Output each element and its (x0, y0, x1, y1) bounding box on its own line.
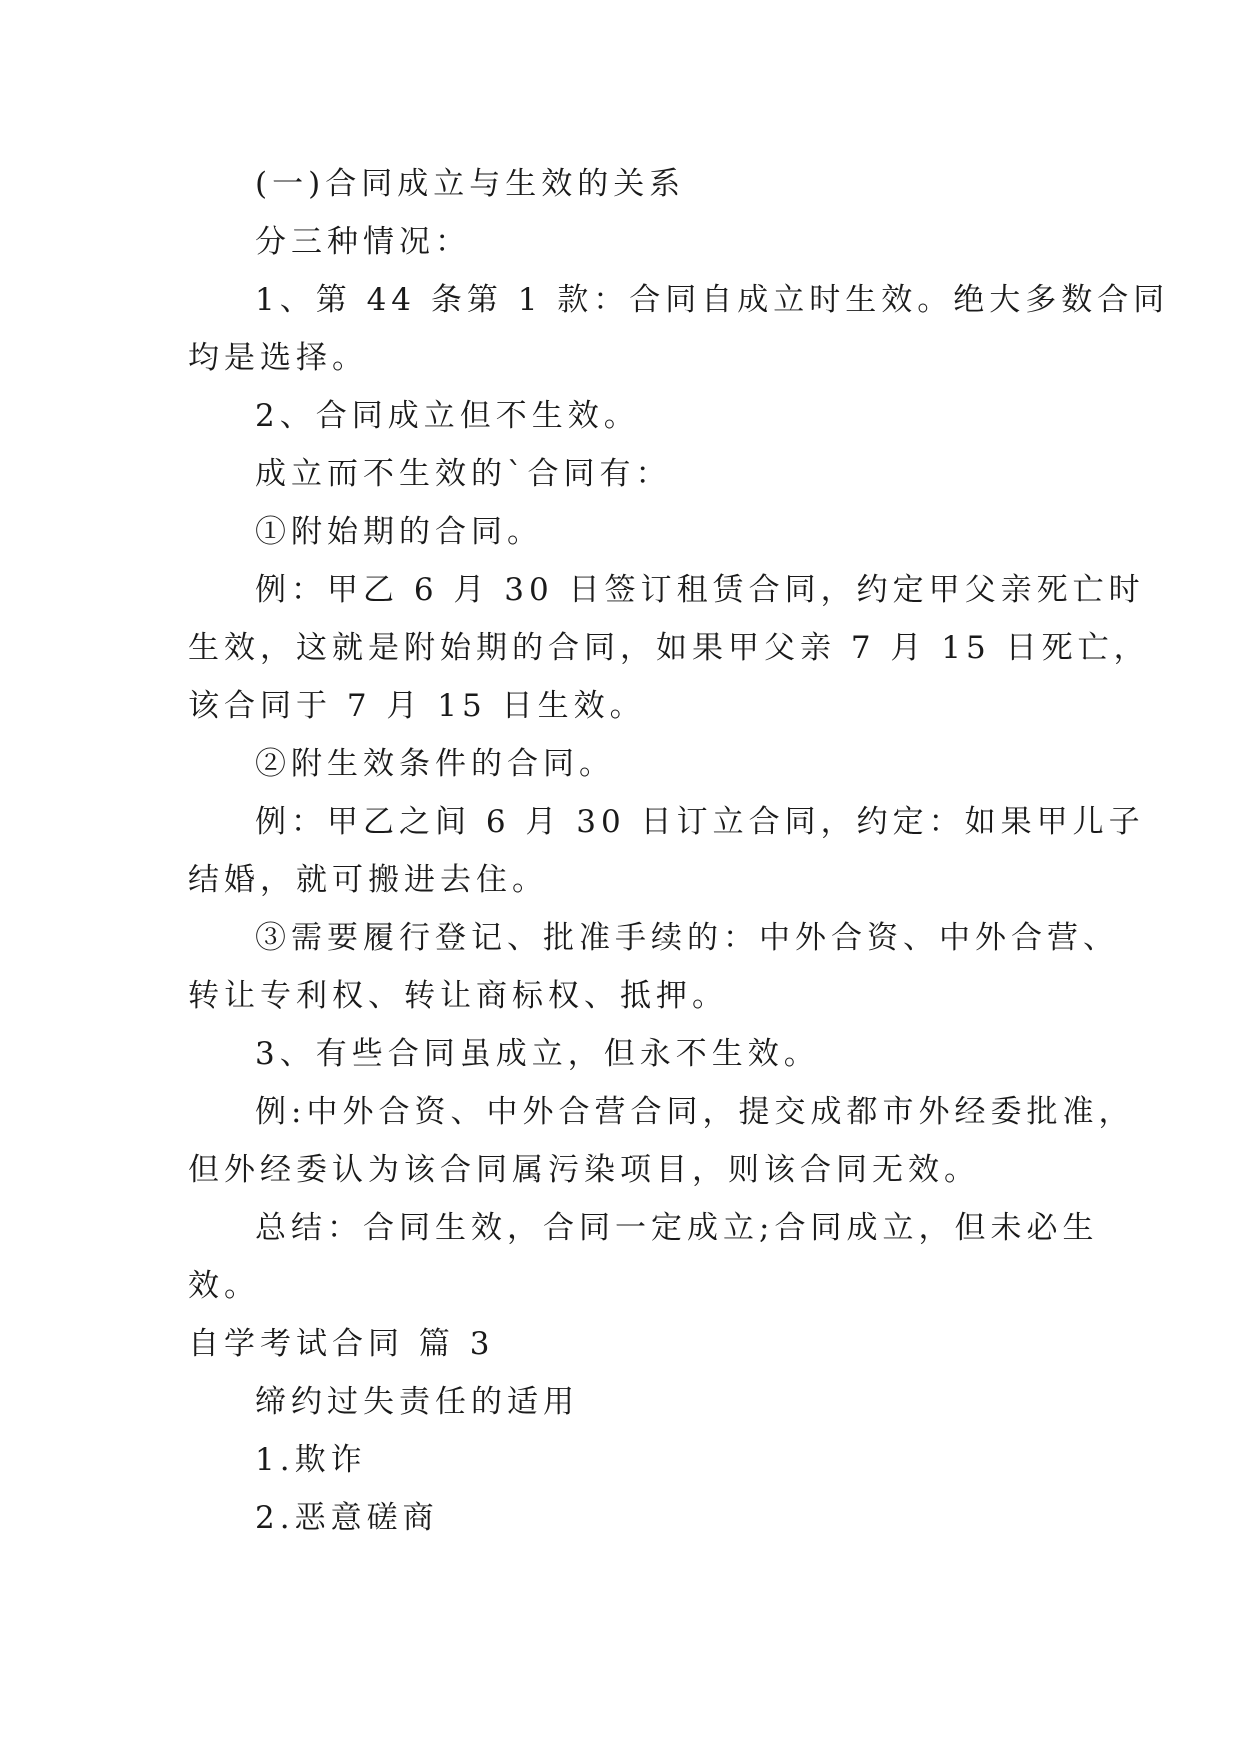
paragraph-line: 成立而不生效的`合同有： (255, 456, 672, 492)
paragraph-line: 1、第 44 条第 1 款：合同自成立时生效。绝大多数合同 (255, 282, 1170, 318)
paragraph-line: 生效，这就是附始期的合同，如果甲父亲 7 月 15 日死亡， (188, 630, 1150, 666)
paragraph-line: 例：甲乙 6 月 30 日签订租赁合同，约定甲父亲死亡时 (255, 572, 1145, 608)
paragraph-line: ③需要履行登记、批准手续的：中外合资、中外合营、 (255, 920, 1119, 956)
paragraph-line: 例:中外合资、中外合营合同，提交成都市外经委批准， (255, 1094, 1135, 1130)
paragraph-line: 效。 (188, 1268, 260, 1304)
paragraph-line: 例：甲乙之间 6 月 30 日订立合同，约定：如果甲儿子 (255, 804, 1145, 840)
paragraph-line: 转让专利权、转让商标权、抵押。 (188, 978, 728, 1014)
paragraph-line: 结婚，就可搬进去住。 (188, 862, 548, 898)
list-item: 1.欺诈 (255, 1442, 367, 1478)
paragraph-line: 均是选择。 (188, 340, 368, 376)
paragraph-line: ②附生效条件的合同。 (255, 746, 615, 782)
paragraph-line: 分三种情况： (255, 224, 471, 260)
paragraph-line: 3、有些合同虽成立，但永不生效。 (255, 1036, 820, 1072)
article-title: 自学考试合同 篇 3 (188, 1326, 495, 1362)
paragraph-line: ①附始期的合同。 (255, 514, 543, 550)
list-item: 2.恶意磋商 (255, 1500, 439, 1536)
paragraph-line: 缔约过失责任的适用 (255, 1384, 579, 1420)
paragraph-line: 该合同于 7 月 15 日生效。 (188, 688, 646, 724)
paragraph-line: 总结：合同生效，合同一定成立;合同成立，但未必生 (255, 1210, 1099, 1246)
section-heading: (一)合同成立与生效的关系 (255, 166, 686, 202)
paragraph-line: 2、合同成立但不生效。 (255, 398, 640, 434)
paragraph-line: 但外经委认为该合同属污染项目，则该合同无效。 (188, 1152, 980, 1188)
